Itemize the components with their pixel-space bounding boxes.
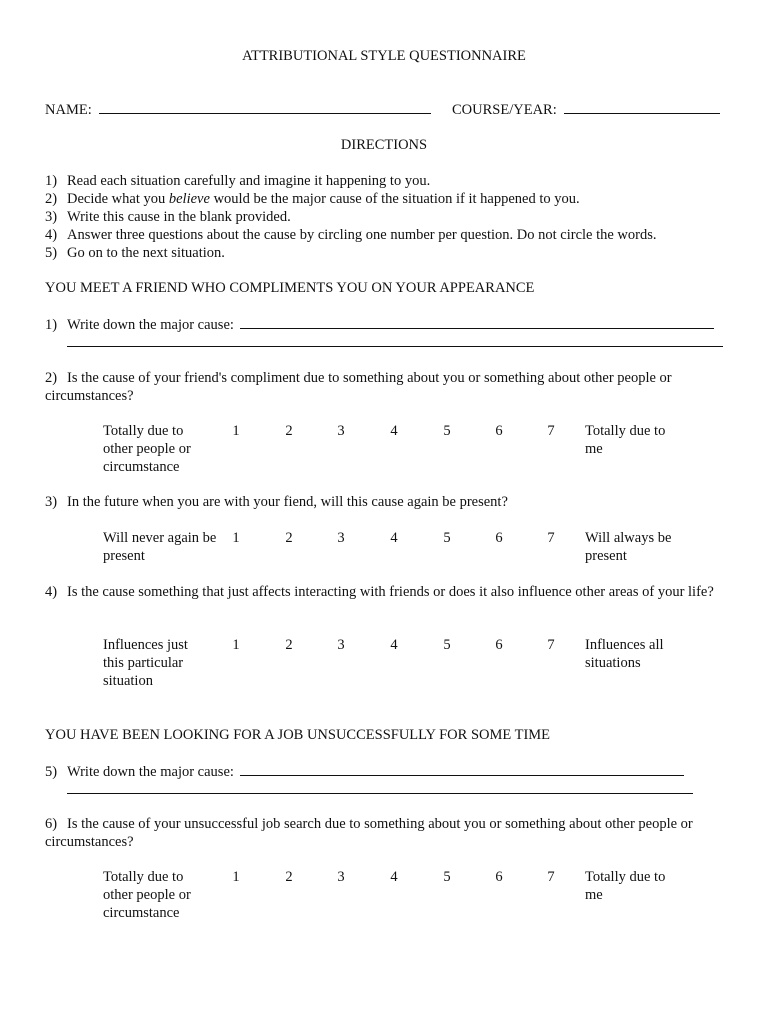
direction-item: 5) Go on to the next situation. (45, 245, 225, 261)
name-label: NAME: (45, 102, 92, 118)
situation-heading: YOU HAVE BEEN LOOKING FOR A JOB UNSUCCESSFULLY FOR SOME TIME (45, 727, 551, 743)
direction-item: 1) Read each situation carefully and imagine it happening to you. (45, 173, 431, 189)
scale-left-anchor: Will never again be present (103, 530, 217, 564)
scale-option[interactable]: 4 (390, 869, 398, 885)
scale-option[interactable]: 3 (337, 637, 345, 653)
scale-option[interactable]: 4 (390, 637, 398, 653)
scale-option[interactable]: 1 (232, 637, 240, 653)
scale-option[interactable]: 2 (285, 869, 293, 885)
cause-blank[interactable] (240, 762, 684, 776)
question-4-text: Is the cause something that just affects interacting with friends or does it also influence other areas of your life? (67, 584, 714, 600)
scale-option[interactable]: 1 (232, 869, 240, 885)
question-number: 6) (45, 816, 58, 832)
scale-option[interactable]: 2 (285, 637, 293, 653)
question-1: 1) Write down the major cause: (45, 315, 714, 334)
cause-blank-line-2[interactable] (67, 346, 723, 347)
course-field-row (452, 100, 720, 119)
scale-right-anchor: Totally due to me (585, 869, 666, 903)
scale-option[interactable]: 6 (495, 530, 503, 546)
scale-option[interactable]: 5 (443, 423, 451, 439)
scale-option[interactable]: 3 (337, 869, 345, 885)
scale-right-anchor: Will always be present (585, 530, 672, 564)
scale-left-anchor: Totally due to other people or circumstance (103, 423, 191, 475)
question-6-text: Is the cause of your unsuccessful job search due to something about you or something about other people or circumstances? (45, 816, 693, 850)
directions-title: DIRECTIONS (340, 137, 428, 153)
question-3: 3) In the future when you are with your fiend, will this cause again be present? (45, 494, 508, 510)
scale-right-anchor: Totally due to me (585, 423, 666, 457)
question-2-text: Is the cause of your friend's compliment due to something about you or something about other people or circumstances? (45, 370, 672, 404)
scale-option[interactable]: 4 (390, 530, 398, 546)
scale-option[interactable]: 7 (547, 637, 555, 653)
scale-option[interactable]: 1 (232, 423, 240, 439)
course-blank[interactable] (564, 100, 720, 114)
scale-option[interactable]: 7 (547, 869, 555, 885)
question-5: 5) Write down the major cause: (45, 762, 684, 781)
course-label: COURSE/YEAR: (452, 102, 557, 118)
scale-right-anchor: Influences all situations (585, 637, 664, 671)
scale-option[interactable]: 4 (390, 423, 398, 439)
direction-item: 3) Write this cause in the blank provided. (45, 209, 291, 225)
scale-option[interactable]: 7 (547, 423, 555, 439)
cause-blank-line-2[interactable] (67, 793, 693, 794)
question-number: 2) (45, 370, 58, 386)
scale-left-anchor: Influences just this particular situation (103, 637, 188, 689)
cause-blank[interactable] (240, 315, 714, 329)
scale-option[interactable]: 6 (495, 423, 503, 439)
direction-item: 2) Decide what you believe would be the major cause of the situation if it happened to you. (45, 191, 580, 207)
situation-heading: YOU MEET A FRIEND WHO COMPLIMENTS YOU ON YOUR APPEARANCE (45, 280, 535, 296)
scale-option[interactable]: 6 (495, 869, 503, 885)
name-field-row (45, 100, 431, 119)
direction-item: 4) Answer three questions about the cause by circling one number per question. Do not circle the words. (45, 227, 657, 243)
scale-option[interactable]: 3 (337, 530, 345, 546)
scale-option[interactable]: 2 (285, 423, 293, 439)
scale-option[interactable]: 3 (337, 423, 345, 439)
name-blank[interactable] (99, 100, 431, 114)
scale-option[interactable]: 7 (547, 530, 555, 546)
scale-option[interactable]: 2 (285, 530, 293, 546)
emphasis-believe: believe (168, 191, 210, 207)
scale-option[interactable]: 5 (443, 637, 451, 653)
scale-option[interactable]: 6 (495, 637, 503, 653)
scale-option[interactable]: 5 (443, 530, 451, 546)
scale-option[interactable]: 1 (232, 530, 240, 546)
scale-option[interactable]: 5 (443, 869, 451, 885)
page-title: ATTRIBUTIONAL STYLE QUESTIONNAIRE (242, 48, 526, 64)
question-number: 4) (45, 584, 58, 600)
scale-left-anchor: Totally due to other people or circumstance (103, 869, 191, 921)
